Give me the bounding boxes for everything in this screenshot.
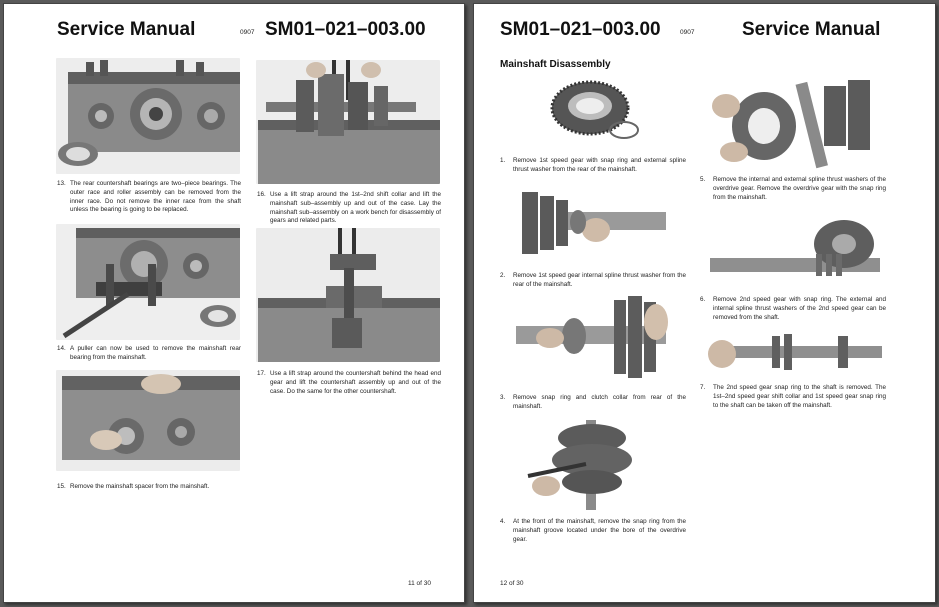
photo-lift-countershaft xyxy=(256,228,440,362)
step-5: 5. Remove the internal and external spline thrust washers of the overdrive gear. Remove the overdrive gear with the snap ring from the mainshaft. xyxy=(700,176,886,201)
photo-thrust-washer xyxy=(508,186,668,264)
photo-1st-speed-gear xyxy=(546,76,640,150)
photo-snap-ring-clutch-collar xyxy=(510,292,672,388)
photo-puller-mainshaft-bearing xyxy=(56,224,240,340)
manual-title: Service Manual xyxy=(742,19,881,40)
photo-lift-mainshaft xyxy=(256,60,440,184)
step-17: 17. Use a lift strap around the countershaft behind the head end gear and lift the countershaft assembly up and out of the case. Do the same for the other countershaft. xyxy=(257,370,441,395)
doc-code: 0907 xyxy=(240,29,255,36)
step-2: 2. Remove 1st speed gear internal spline thrust washer from the rear of the mainshaft. xyxy=(500,272,686,288)
step-14: 14. A puller can now be used to remove the mainshaft rear bearing from the mainshaft. xyxy=(57,345,241,361)
manual-title: Service Manual xyxy=(57,19,196,40)
section-title: Mainshaft Disassembly xyxy=(500,59,611,70)
step-1: 1. Remove 1st speed gear with snap ring and external spline thrust washer from the rear of the mainshaft. xyxy=(500,157,686,173)
step-3: 3. Remove snap ring and clutch collar from rear of the mainshaft. xyxy=(500,394,686,410)
step-15: 15. Remove the mainshaft spacer from the mainshaft. xyxy=(57,483,210,490)
step-4: 4. At the front of the mainshaft, remove the snap ring from the mainshaft groove located under the bore of the overdrive gear. xyxy=(500,518,686,543)
photo-overdrive-gear xyxy=(706,76,884,172)
step-7: 7. The 2nd speed gear snap ring to the shaft is removed. The 1st–2nd speed gear shift collar and 1st speed gear snap ring to the shaft can be taken off the mainshaft. xyxy=(700,384,886,409)
photo-mainshaft-spacer xyxy=(56,370,240,471)
doc-code: 0907 xyxy=(680,29,695,36)
photo-front-snap-ring xyxy=(526,418,638,510)
page-number: 11 of 30 xyxy=(408,580,432,587)
step-13: 13. The rear countershaft bearings are two–piece bearings. The outer race and roller assembly can be removed from the inner race. Do not remove the inner race from the shaft unless the bearing is going to be replaced. xyxy=(57,180,241,214)
step-6: 6. Remove 2nd speed gear with snap ring. The external and internal spline thrust washers of the 2nd speed gear can be removed from the shaft. xyxy=(700,296,886,321)
photo-2nd-speed-gear xyxy=(706,214,884,290)
doc-number: SM01–021–003.00 xyxy=(265,19,426,40)
right-page xyxy=(473,3,936,603)
photo-snap-ring-shift-collar xyxy=(706,328,884,378)
photo-rear-countershaft-bearing xyxy=(56,58,240,174)
doc-number: SM01–021–003.00 xyxy=(500,19,661,40)
page-number: 12 of 30 xyxy=(500,580,524,587)
step-16: 16. Use a lift strap around the 1st–2nd shift collar and lift the mainshaft sub–assembly up and out of the case. Lay the mainshaft sub–assembly on a work bench for disassembly of gears and related parts. xyxy=(257,191,441,225)
left-page xyxy=(3,3,465,603)
